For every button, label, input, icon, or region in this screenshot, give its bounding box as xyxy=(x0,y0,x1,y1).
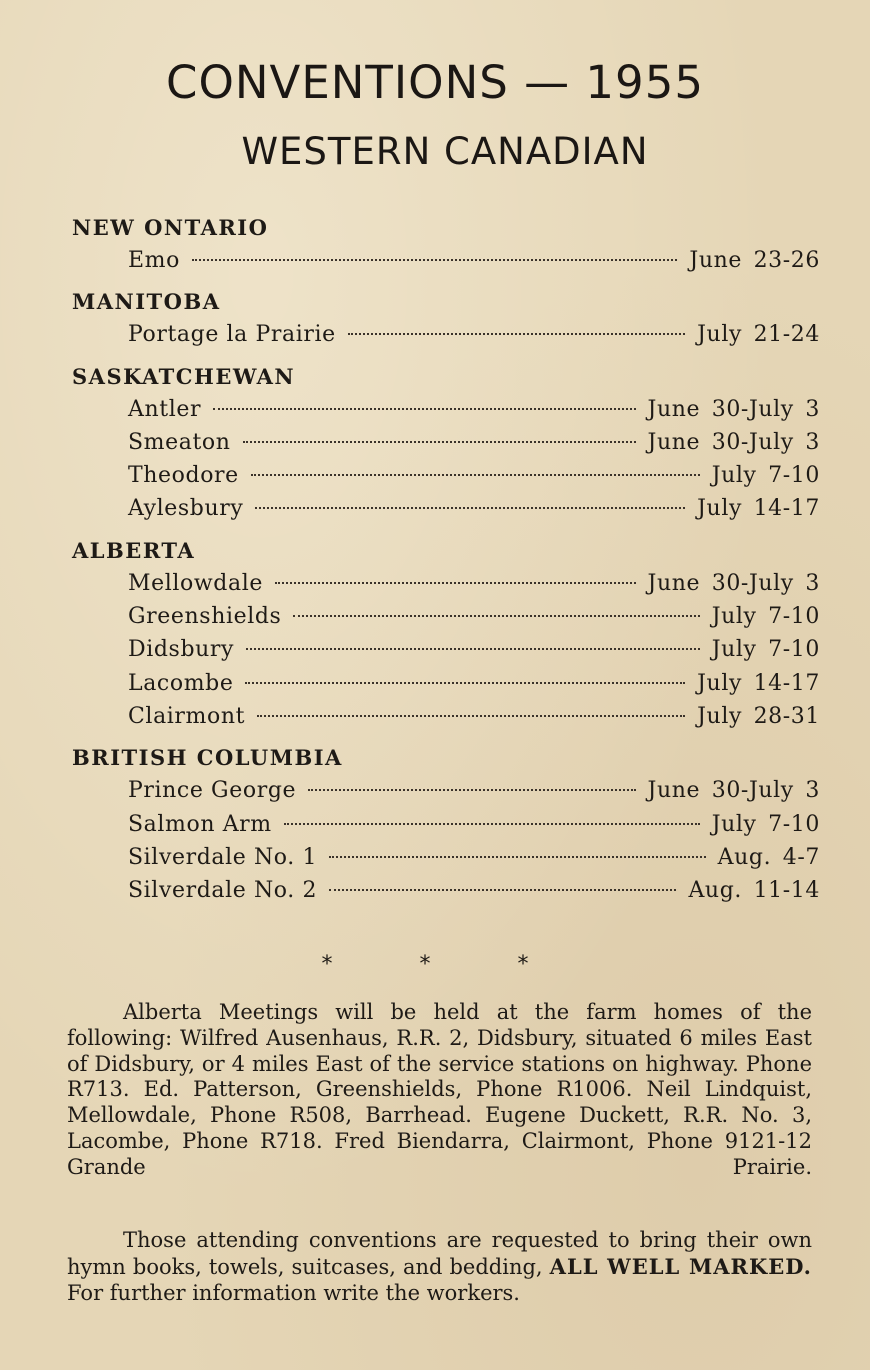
convention-place: Smeaton xyxy=(128,429,231,455)
dot-leader xyxy=(308,789,635,791)
convention-place: Theodore xyxy=(128,463,239,489)
convention-dates: July 7-10 xyxy=(711,811,820,837)
dot-leader xyxy=(348,333,685,335)
convention-entry xyxy=(68,633,820,666)
region-section xyxy=(68,535,820,733)
convention-place: Aylesbury xyxy=(128,496,244,522)
convention-dates: Aug. 4-7 xyxy=(717,844,820,870)
attending-text-after: For further information write the workers. xyxy=(67,1280,520,1305)
region-section xyxy=(68,742,820,907)
dot-leader xyxy=(293,615,699,617)
region-section xyxy=(68,361,820,526)
dot-leader xyxy=(284,823,700,825)
convention-dates: July 7-10 xyxy=(711,637,820,663)
convention-entry xyxy=(68,567,820,600)
region-section xyxy=(68,286,820,351)
convention-dates: June 30-July 3 xyxy=(647,778,820,804)
convention-place: Silverdale No. 1 xyxy=(128,844,318,870)
dot-leader xyxy=(243,441,636,443)
alberta-meetings-note xyxy=(67,1000,812,1181)
convention-entry xyxy=(68,808,820,841)
dot-leader xyxy=(255,507,685,509)
section-separator: * * * xyxy=(321,952,569,977)
convention-place: Clairmont xyxy=(128,703,246,729)
convention-place: Mellowdale xyxy=(128,570,263,596)
dot-leader xyxy=(213,408,635,410)
convention-dates: June 23-26 xyxy=(689,248,820,273)
convention-entry xyxy=(68,774,820,807)
convention-entry xyxy=(68,874,820,907)
convention-dates: July 28-31 xyxy=(697,703,820,729)
convention-dates: July 21-24 xyxy=(697,322,820,348)
convention-entry xyxy=(68,492,820,525)
convention-entry xyxy=(68,459,820,492)
region-heading: NEW ONTARIO xyxy=(72,215,269,240)
convention-entry xyxy=(68,244,820,277)
region-heading: SASKATCHEWAN xyxy=(72,363,296,389)
convention-dates: July 14-17 xyxy=(697,670,820,696)
alberta-meetings-text: Alberta Meetings will be held at the farm homes of the following: Wilfred Ausenhaus, R.R. 2, Didsbury, situated 6 miles East of Didsbury, or 4 miles East of the service stations on highway. Phone R713. Ed. Patterson, Greenshields, Phone R1006. Neil Lindquist, Mellowdale, Phone R508, Barrhead. Eugene Duckett, R.R. No. 3, Lacombe, Phone R718. Fred Biendarra, Clairmont, Phone 9121-12 Grande Prairie. xyxy=(67,1000,812,1179)
convention-entry xyxy=(68,318,820,351)
page-subtitle: WESTERN CANADIAN xyxy=(241,130,649,173)
convention-list xyxy=(68,212,820,916)
attending-text-before: Those attending conventions are requested to bring their own hymn books, towels, suitcases, and bedding, xyxy=(67,1228,812,1279)
convention-entry xyxy=(68,600,820,633)
convention-dates: June 30-July 3 xyxy=(647,396,820,422)
attending-text xyxy=(67,1228,812,1306)
convention-dates: July 7-10 xyxy=(711,604,820,630)
convention-place: Portage la Prairie xyxy=(128,322,336,348)
convention-entry xyxy=(68,841,820,874)
convention-entry xyxy=(68,426,820,459)
convention-entry xyxy=(68,667,820,700)
convention-place: Prince George xyxy=(128,778,297,804)
convention-place: Lacombe xyxy=(128,670,234,696)
dot-leader xyxy=(246,648,700,650)
dot-leader xyxy=(257,715,685,717)
convention-place: Emo xyxy=(128,248,180,273)
region-heading: ALBERTA xyxy=(72,537,196,563)
region-heading: MANITOBA xyxy=(72,289,221,315)
convention-place: Didsbury xyxy=(128,637,235,663)
all-well-marked-emphasis: ALL WELL MARKED. xyxy=(549,1253,812,1279)
convention-place: Salmon Arm xyxy=(128,811,272,837)
dot-leader xyxy=(192,259,677,261)
attending-note xyxy=(67,1228,812,1306)
convention-dates: Aug. 11-14 xyxy=(688,878,820,904)
dot-leader xyxy=(275,582,636,584)
convention-dates: July 14-17 xyxy=(697,496,820,522)
page-title: CONVENTIONS — 1955 xyxy=(166,56,704,109)
dot-leader xyxy=(245,682,685,684)
convention-entry xyxy=(68,393,820,426)
convention-place: Antler xyxy=(128,396,202,422)
convention-dates: July 7-10 xyxy=(711,463,820,489)
dot-leader xyxy=(329,856,706,858)
convention-place: Greenshields xyxy=(128,604,282,630)
dot-leader xyxy=(251,474,700,476)
dot-leader xyxy=(329,889,676,891)
region-section xyxy=(68,212,820,277)
convention-place: Silverdale No. 2 xyxy=(128,878,318,904)
convention-entry xyxy=(68,700,820,733)
convention-dates: June 30-July 3 xyxy=(647,429,820,455)
convention-dates: June 30-July 3 xyxy=(647,570,820,596)
region-heading: BRITISH COLUMBIA xyxy=(72,745,343,771)
